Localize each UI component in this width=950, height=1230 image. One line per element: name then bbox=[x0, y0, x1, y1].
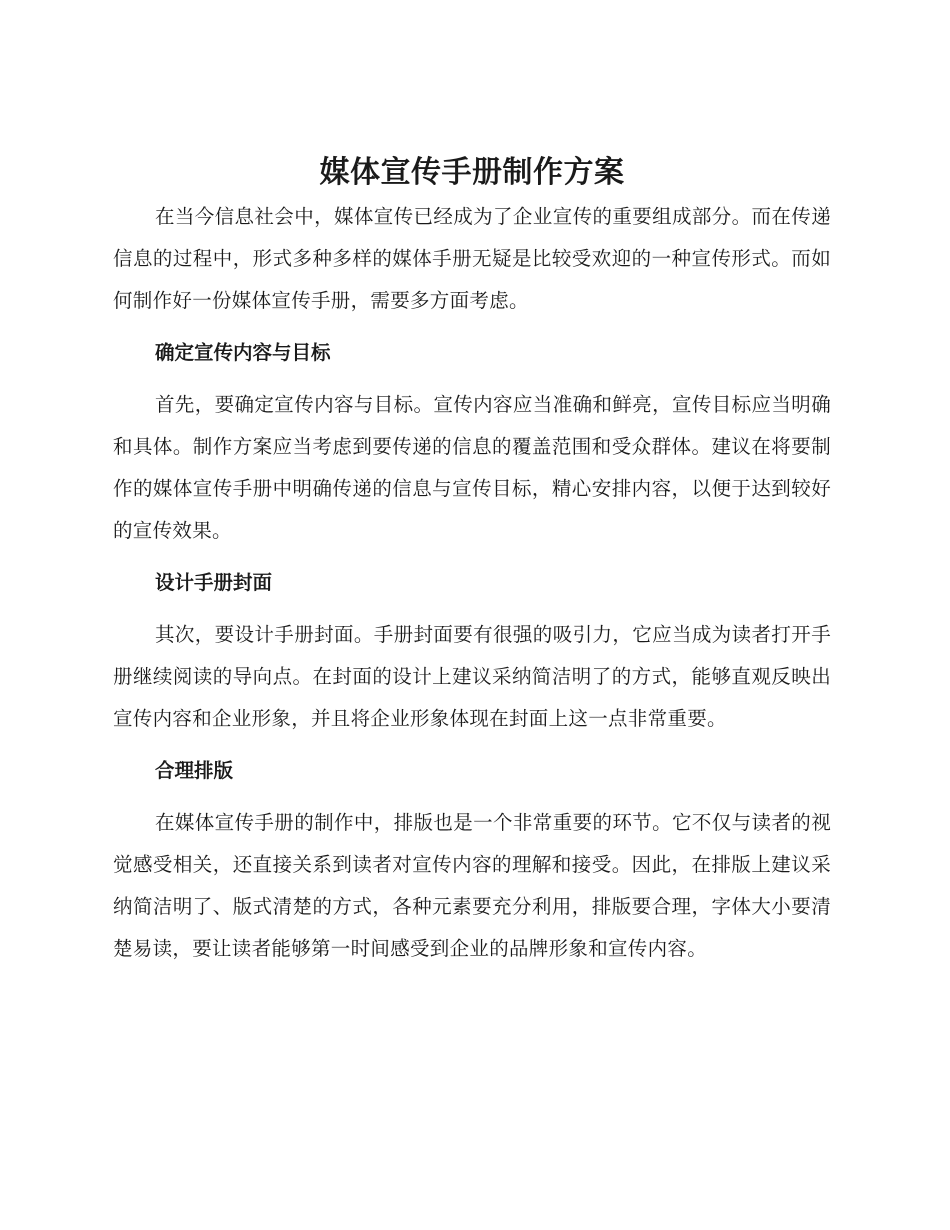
section-heading-content-goals: 确定宣传内容与目标 bbox=[155, 341, 331, 364]
intro-paragraph: 在当今信息社会中，媒体宣传已经成为了企业宣传的重要组成部分。而在传递信息的过程中，形式多种多样的媒体手册无疑是比较受欢迎的一种宣传形式。而如何制作好一份媒体宣传手册，需要多方面考虑。 bbox=[113, 205, 831, 312]
section-paragraph-layout: 在媒体宣传手册的制作中，排版也是一个非常重要的环节。它不仅与读者的视觉感受相关，还直接关系到读者对宣传内容的理解和接受。因此，在排版上建议采纳简洁明了、版式清楚的方式，各种元素要充分利用，排版要合理，字体大小要清楚易读，要让读者能够第一时间感受到企业的品牌形象和宣传内容。 bbox=[113, 811, 831, 960]
section-heading-cover-design: 设计手册封面 bbox=[155, 571, 273, 594]
section-paragraph-content-goals: 首先，要确定宣传内容与目标。宣传内容应当准确和鲜亮，宣传目标应当明确和具体。制作方案应当考虑到要传递的信息的覆盖范围和受众群体。建议在将要制作的媒体宣传手册中明确传递的信息与宣传目标，精心安排内容，以便于达到较好的宣传效果。 bbox=[113, 393, 831, 542]
section-paragraph-cover-design: 其次，要设计手册封面。手册封面要有很强的吸引力，它应当成为读者打开手册继续阅读的导向点。在封面的设计上建议采纳简洁明了的方式，能够直观反映出宣传内容和企业形象，并且将企业形象体现在封面上这一点非常重要。 bbox=[113, 623, 831, 730]
document-body bbox=[113, 150, 831, 970]
section-heading-layout: 合理排版 bbox=[155, 759, 234, 782]
document-title: 媒体宣传手册制作方案 bbox=[319, 155, 625, 190]
